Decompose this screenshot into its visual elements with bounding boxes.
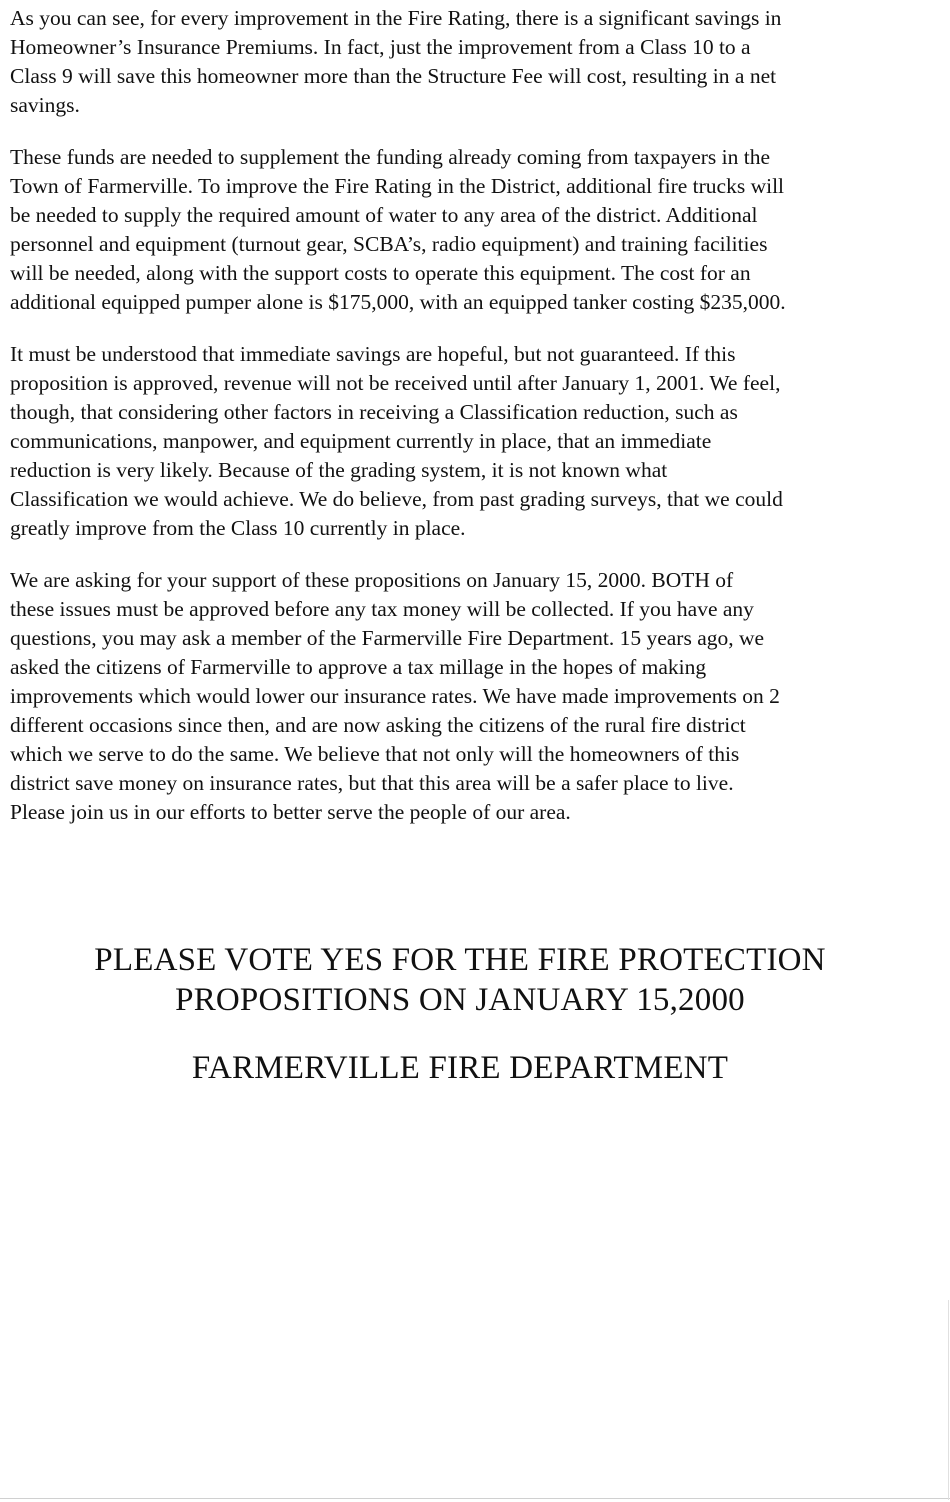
paragraph-support-request: We are asking for your support of these propositions on January 15, 2000. BOTH of these issues must be approved before any tax money will be collected. If you have any questions, you may ask a member of the Farmerville Fire Department. 15 years ago, we asked the citizens of Farmerville to approve a tax millage in the hopes of making improvements which would lower our insurance rates. We have made improvements on 2 different occasions since then, and are now asking the citizens of the rural fire district which we serve to do the same. We believe that not only will the homeowners of this district save money on insurance rates, but that this area will be a safer place to live. Please join us in our efforts to better serve the people of our area. <box>10 568 780 824</box>
scan-edge-divider <box>0 1498 950 1499</box>
paragraph-savings-disclaimer: It must be understood that immediate savings are hopeful, but not guaranteed. If this proposition is approved, revenue will not be received until after January 1, 2001. We feel, though, that considering other factors in receiving a Classification reduction, such as communications, manpower, and equipment currently in place, that an immediate reduction is very likely. Because of the grading system, it is not known what Classification we would achieve. We do believe, from past grading surveys, that we could greatly improve from the Class 10 currently in place. <box>10 342 783 540</box>
body-text <box>10 4 934 850</box>
paragraph-insurance-savings: As you can see, for every improvement in the Fire Rating, there is a significant savings in Homeowner’s Insurance Premiums. In fact, just the improvement from a Class 10 to a Class 9 will save this homeowner more than the Structure Fee will cost, resulting in a net savings. <box>10 6 782 117</box>
closing-block <box>0 940 920 1088</box>
department-signature: FARMERVILLE FIRE DEPARTMENT <box>191 1050 729 1086</box>
paragraph-funding-needs: These funds are needed to supplement the funding already coming from taxpayers in the Town of Farmerville. To improve the Fire Rating in the District, additional fire trucks will be needed to supply the required amount of water to any area of the district. Additional personnel and equipment (turnout gear, SCBA’s, radio equipment) and training facilities will be needed, along with the support costs to operate this equipment. The cost for an additional equipped pumper alone is $175,000, with an equipped tanker costing $235,000. <box>10 145 786 314</box>
vote-appeal-heading: PLEASE VOTE YES FOR THE FIRE PROTECTION PROPOSITIONS ON JANUARY 15,2000 <box>94 942 826 1018</box>
scan-edge-shadow <box>948 1300 949 1500</box>
